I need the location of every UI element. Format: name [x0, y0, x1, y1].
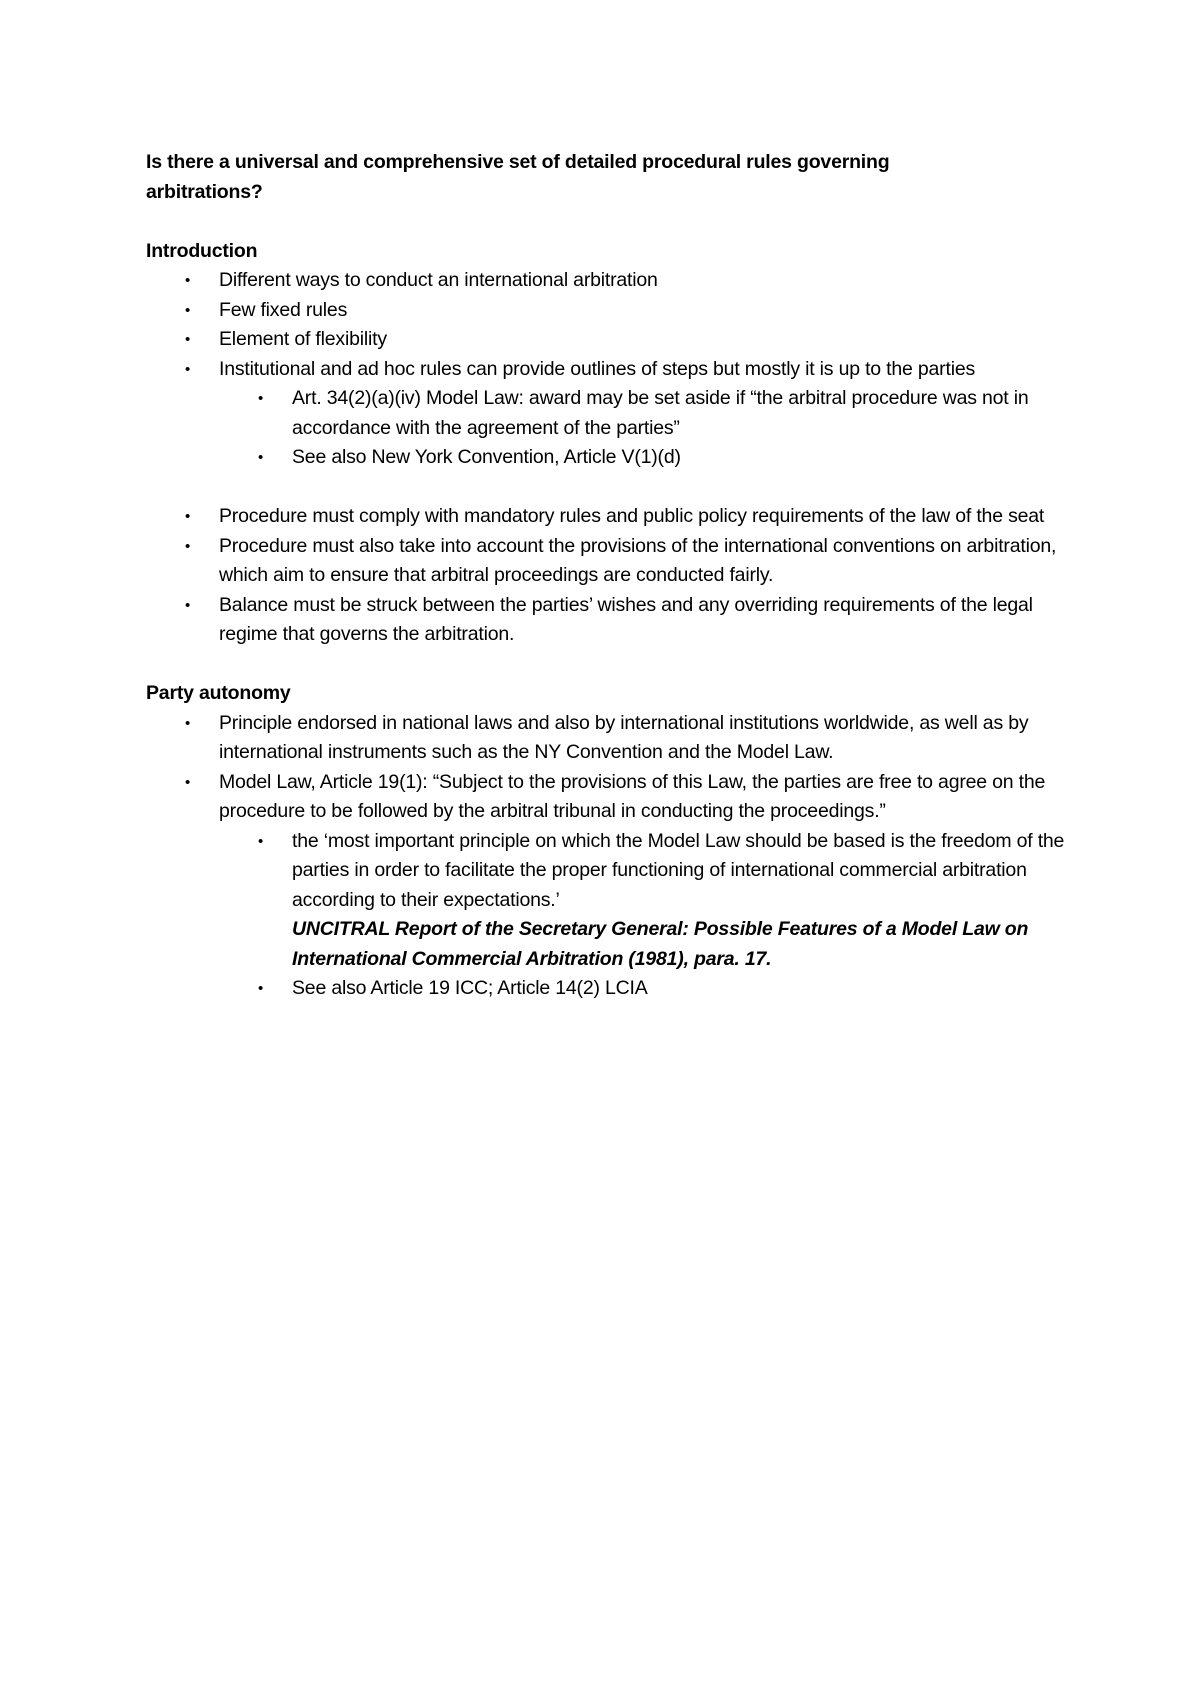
document-title: Is there a universal and comprehensive set of detailed procedural rules governing arbitrations? — [146, 151, 890, 203]
bullet-icon: • — [258, 832, 264, 850]
bullet-icon: • — [258, 449, 264, 466]
party-autonomy-sub-list — [219, 827, 1076, 1004]
bullet-icon: • — [258, 980, 264, 997]
introduction-list-continued — [146, 502, 1076, 650]
list-item: • Model Law, Article 19(1): “Subject to the provisions of this Law, the parties are free to agree on the procedure to be followed by the arbitral tribunal in conducting the proceedings.” • the ‘most important principle on which the Model Law should be based is the freedom of the parties in order to facilitate the proper functioning of international commercial arbitration according to their expectations.’ UNCITRAL Report of the Secretary General: Possible Features of a Model Law on International Commercial Arbitration (1981), para. 17. • See also Article 19 ICC; Article 14(2) LCIA — [219, 768, 1076, 1004]
list-item: • Balance must be struck between the parties’ wishes and any overriding requirements of the legal regime that governs the arbitration. — [219, 591, 1076, 650]
heading-introduction: Introduction — [146, 239, 258, 262]
sub-list-item: • See also New York Convention, Article V(1)(d) — [292, 443, 1076, 473]
sub-list-item: • See also Article 19 ICC; Article 14(2) LCIA — [292, 974, 1076, 1004]
bullet-icon: • — [185, 596, 191, 614]
list-item: • Principle endorsed in national laws and also by international institutions worldwide, as well as by international instruments such as the NY Convention and the Model Law. — [219, 709, 1076, 768]
bullet-icon: • — [185, 714, 191, 732]
list-item: • Institutional and ad hoc rules can provide outlines of steps but mostly it is up to the parties • Art. 34(2)(a)(iv) Model Law: award may be set aside if “the arbitral procedure was not in accordance with the agreement of the parties” • See also New York Convention, Article V(1)(d) — [219, 355, 1076, 473]
list-item: • Few fixed rules — [219, 296, 1076, 326]
bullet-icon: • — [185, 537, 191, 555]
bullet-icon: • — [185, 272, 191, 289]
citation: UNCITRAL Report of the Secretary General: Possible Features of a Model Law on International Commercial Arbitration (1981), para. 17. — [292, 918, 1029, 970]
bullet-icon: • — [185, 508, 191, 525]
party-autonomy-list — [146, 709, 1076, 1004]
spacer — [146, 473, 1076, 503]
heading-party-autonomy: Party autonomy — [146, 682, 291, 704]
sub-list-item — [258, 827, 1076, 975]
bullet-icon: • — [185, 301, 191, 319]
bullet-icon: • — [185, 773, 191, 791]
introduction-sub-list — [219, 384, 1076, 473]
document-body — [146, 148, 1076, 1004]
bullet-icon: • — [185, 331, 191, 348]
list-item: • Different ways to conduct an international arbitration — [219, 266, 1076, 296]
bullet-icon: • — [185, 360, 191, 378]
bullet-icon: • — [258, 390, 264, 407]
sub-list-item: • Art. 34(2)(a)(iv) Model Law: award may be set aside if “the arbitral procedure was not in accordance with the agreement of the parties” — [292, 384, 1076, 443]
introduction-list — [146, 266, 1076, 473]
quote-text: the ‘most important principle on which the Model Law should be based is the freedom of the parties in order to facilitate the proper functioning of international commercial arbitration according to their expectations.’ — [292, 829, 1065, 911]
list-item: • Procedure must also take into account the provisions of the international conventions on arbitration, which aim to ensure that arbitral proceedings are conducted fairly. — [219, 532, 1076, 591]
list-item: • Element of flexibility — [219, 325, 1076, 355]
list-item: • Procedure must comply with mandatory rules and public policy requirements of the law of the seat — [219, 502, 1076, 532]
